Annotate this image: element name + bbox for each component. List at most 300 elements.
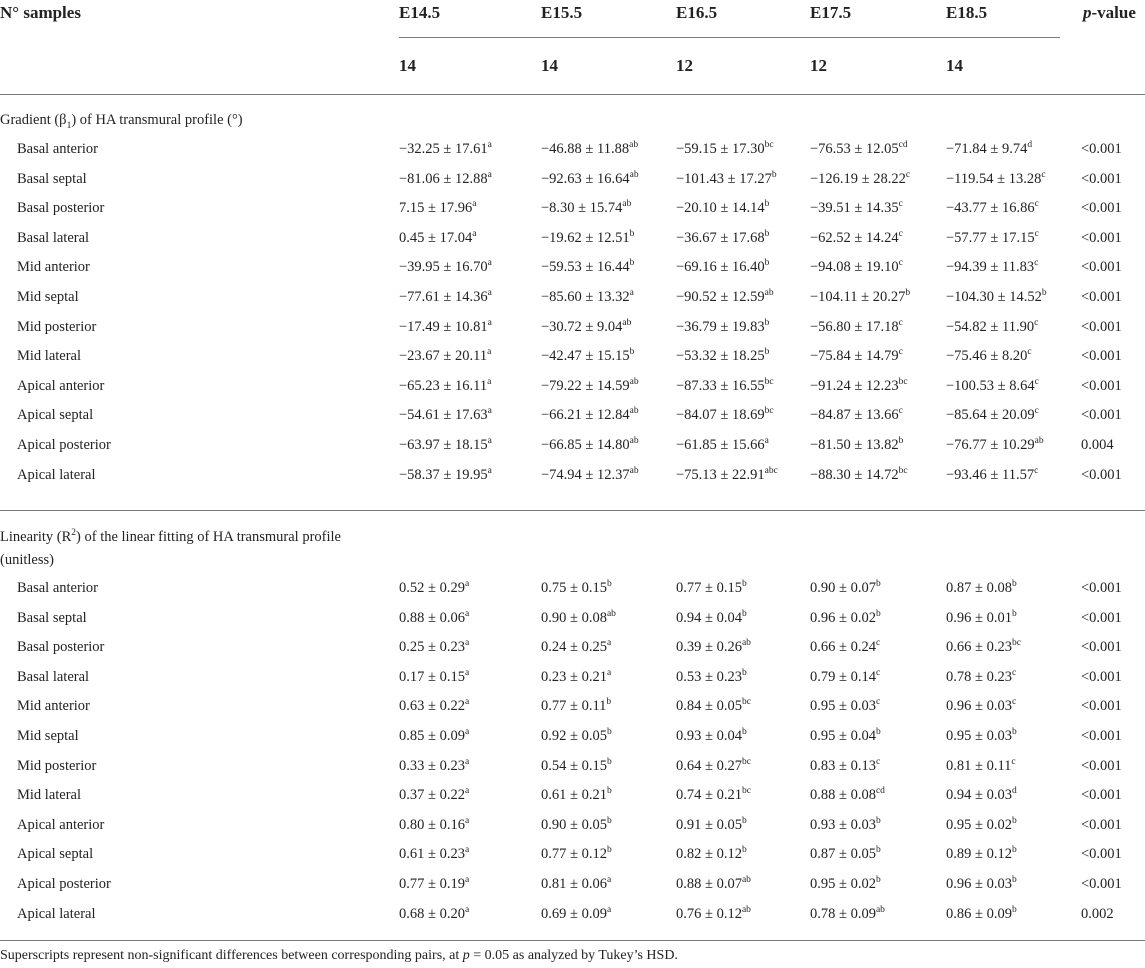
cell-value: −126.19 ± 28.22: [810, 171, 906, 187]
cell-value: −39.51 ± 14.35: [810, 200, 899, 216]
row-label: Mid posterior: [17, 758, 97, 774]
cell-superscript: b: [741, 845, 747, 856]
cell-value: −66.21 ± 12.84: [541, 407, 630, 423]
cell-superscript: b: [875, 816, 881, 827]
cell-value: 0.96 ± 0.01: [946, 610, 1012, 626]
cell-value: 0.78 ± 0.23: [946, 669, 1012, 685]
cell-superscript: a: [464, 905, 470, 916]
cell-superscript: c: [898, 258, 903, 269]
value-cell: [541, 230, 634, 247]
value-cell: [399, 407, 492, 424]
value-cell: [676, 141, 774, 158]
value-cell: [946, 437, 1044, 454]
cell-value: 0.53 ± 0.23: [676, 669, 742, 685]
cell-value: 0.23 ± 0.21: [541, 669, 607, 685]
cell-superscript: b: [1011, 905, 1017, 916]
cell-value: −75.46 ± 8.20: [946, 348, 1028, 364]
cell-value: −74.94 ± 12.37: [541, 467, 630, 483]
cell-superscript: b: [764, 258, 770, 269]
value-cell: [541, 171, 639, 188]
cell-superscript: a: [606, 875, 612, 886]
cell-superscript: bc: [764, 140, 774, 151]
cell-superscript: a: [472, 229, 477, 240]
cell-value: 0.93 ± 0.04: [676, 728, 742, 744]
value-cell: [810, 348, 903, 365]
cell-superscript: a: [487, 347, 492, 358]
row-label: Mid posterior: [17, 319, 97, 335]
cell-value: −17.49 ± 10.81: [399, 319, 488, 335]
cell-value: −75.84 ± 14.79: [810, 348, 899, 364]
cell-superscript: c: [898, 318, 903, 329]
value-cell: [399, 141, 492, 158]
cell-superscript: b: [741, 727, 747, 738]
pvalue-cell: <0.001: [1081, 580, 1122, 596]
cell-superscript: c: [875, 638, 881, 649]
samples-header: N° samples: [0, 3, 81, 22]
value-cell: [676, 407, 774, 424]
cell-superscript: c: [898, 347, 903, 358]
cell-value: −101.43 ± 17.27: [676, 171, 772, 187]
cell-superscript: a: [487, 170, 492, 181]
value-cell: [946, 728, 1017, 745]
value-cell: [541, 200, 631, 217]
value-cell: [676, 669, 747, 686]
value-cell: [399, 787, 469, 804]
cell-superscript: ab: [875, 905, 885, 916]
value-cell: [946, 259, 1038, 276]
cell-value: −87.33 ± 16.55: [676, 378, 765, 394]
cell-value: −19.62 ± 12.51: [541, 230, 630, 246]
row-label: Apical posterior: [17, 437, 111, 453]
value-cell: [541, 610, 616, 627]
cell-value: 0.93 ± 0.03: [810, 817, 876, 833]
value-cell: [810, 846, 881, 863]
value-cell: [676, 876, 751, 893]
cell-superscript: b: [764, 318, 770, 329]
value-cell: [399, 580, 469, 597]
cell-value: −104.30 ± 14.52: [946, 289, 1042, 305]
cell-superscript: c: [1027, 347, 1032, 358]
pvalue-cell: <0.001: [1081, 171, 1122, 187]
cell-value: −32.25 ± 17.61: [399, 141, 488, 157]
cell-superscript: b: [606, 697, 612, 708]
value-cell: [399, 348, 491, 365]
cell-value: 0.89 ± 0.12: [946, 846, 1012, 862]
cell-superscript: ab: [629, 170, 639, 181]
value-cell: [676, 698, 751, 715]
cell-value: 0.88 ± 0.06: [399, 610, 465, 626]
value-cell: [676, 289, 774, 306]
value-cell: [946, 378, 1039, 395]
value-cell: [541, 698, 611, 715]
pvalue-cell: <0.001: [1081, 787, 1122, 803]
cell-value: 7.15 ± 17.96: [399, 200, 473, 216]
cell-superscript: b: [875, 609, 881, 620]
value-cell: [946, 407, 1039, 424]
cell-value: −36.67 ± 17.68: [676, 230, 765, 246]
value-cell: [676, 378, 774, 395]
value-cell: [810, 669, 880, 686]
row-label: Basal posterior: [17, 639, 105, 655]
cell-value: 0.45 ± 17.04: [399, 230, 473, 246]
cell-value: 0.91 ± 0.05: [676, 817, 742, 833]
pvalue-cell: <0.001: [1081, 407, 1122, 423]
cell-value: 0.33 ± 0.23: [399, 758, 465, 774]
cell-value: 0.90 ± 0.07: [810, 580, 876, 596]
value-cell: [676, 610, 747, 627]
pvalue-cell: <0.001: [1081, 141, 1122, 157]
cell-value: 0.83 ± 0.13: [810, 758, 876, 774]
cell-value: −94.39 ± 11.83: [946, 259, 1035, 275]
value-cell: [541, 906, 611, 923]
cell-value: −56.80 ± 17.18: [810, 319, 899, 335]
cell-superscript: c: [1041, 170, 1046, 181]
cell-value: −54.61 ± 17.63: [399, 407, 488, 423]
pvalue-cell: <0.001: [1081, 639, 1122, 655]
cell-superscript: ab: [622, 199, 632, 210]
cell-value: 0.75 ± 0.15: [541, 580, 607, 596]
cell-value: −43.77 ± 16.86: [946, 200, 1035, 216]
value-cell: [399, 846, 469, 863]
cell-superscript: a: [464, 816, 470, 827]
value-cell: [399, 467, 492, 484]
row-label: Apical lateral: [17, 906, 96, 922]
stage-header-e15: E15.5: [541, 3, 583, 22]
value-cell: [541, 289, 634, 306]
cell-superscript: b: [606, 816, 612, 827]
cell-value: −20.10 ± 14.14: [676, 200, 765, 216]
value-cell: [946, 639, 1021, 656]
row-label: Mid anterior: [17, 259, 90, 275]
value-cell: [810, 698, 880, 715]
cell-superscript: bc: [741, 697, 751, 708]
cell-superscript: c: [1034, 377, 1039, 388]
cell-value: 0.95 ± 0.04: [810, 728, 876, 744]
cell-value: −100.53 ± 8.64: [946, 378, 1035, 394]
cell-value: 0.90 ± 0.08: [541, 610, 607, 626]
cell-superscript: c: [898, 199, 903, 210]
value-cell: [676, 467, 778, 484]
cell-superscript: b: [606, 845, 612, 856]
value-cell: [946, 467, 1038, 484]
cell-value: 0.85 ± 0.09: [399, 728, 465, 744]
row-label: Mid anterior: [17, 698, 90, 714]
cell-superscript: a: [464, 757, 470, 768]
cell-value: 0.87 ± 0.08: [946, 580, 1012, 596]
cell-superscript: a: [606, 905, 612, 916]
row-label: Basal septal: [17, 610, 87, 626]
cell-superscript: c: [1034, 406, 1039, 417]
value-cell: [810, 610, 881, 627]
cell-superscript: b: [1011, 816, 1017, 827]
cell-value: 0.77 ± 0.12: [541, 846, 607, 862]
row-label: Basal posterior: [17, 200, 105, 216]
cell-value: 0.79 ± 0.14: [810, 669, 876, 685]
cell-superscript: b: [606, 757, 612, 768]
value-cell: [810, 787, 885, 804]
value-cell: [399, 876, 469, 893]
cell-superscript: a: [606, 668, 612, 679]
pvalue-cell: <0.001: [1081, 728, 1122, 744]
cell-superscript: b: [629, 258, 635, 269]
value-cell: [946, 787, 1017, 804]
cell-value: −63.97 ± 18.15: [399, 437, 488, 453]
cell-superscript: ab: [741, 905, 751, 916]
value-cell: [399, 728, 469, 745]
pvalue-cell: <0.001: [1081, 846, 1122, 862]
pvalue-cell: <0.001: [1081, 200, 1122, 216]
cell-superscript: ab: [629, 406, 639, 417]
cell-value: −94.08 ± 19.10: [810, 259, 899, 275]
value-cell: [810, 259, 903, 276]
cell-superscript: a: [464, 638, 470, 649]
cell-value: 0.74 ± 0.21: [676, 787, 742, 803]
cell-superscript: c: [1011, 697, 1017, 708]
cell-value: 0.37 ± 0.22: [399, 787, 465, 803]
cell-value: −84.87 ± 13.66: [810, 407, 899, 423]
count-e16: 12: [676, 56, 693, 75]
cell-superscript: c: [875, 757, 881, 768]
value-cell: [676, 230, 769, 247]
pvalue-cell: <0.001: [1081, 319, 1122, 335]
cell-value: 0.95 ± 0.02: [810, 876, 876, 892]
cell-value: 0.77 ± 0.19: [399, 876, 465, 892]
pvalue-cell: <0.001: [1081, 610, 1122, 626]
value-cell: [541, 437, 639, 454]
cell-superscript: a: [464, 668, 470, 679]
cell-value: 0.94 ± 0.04: [676, 610, 742, 626]
cell-superscript: bc: [898, 466, 908, 477]
cell-superscript: a: [764, 436, 769, 447]
row-label: Basal lateral: [17, 230, 90, 246]
value-cell: [541, 787, 612, 804]
cell-superscript: b: [764, 347, 770, 358]
cell-value: −8.30 ± 15.74: [541, 200, 623, 216]
pvalue-cell: <0.001: [1081, 758, 1122, 774]
cell-superscript: ab: [629, 466, 639, 477]
value-cell: [399, 610, 469, 627]
value-cell: [810, 171, 910, 188]
cell-superscript: c: [1034, 318, 1039, 329]
cell-superscript: ab: [629, 436, 639, 447]
value-cell: [676, 171, 777, 188]
cell-superscript: ab: [629, 377, 639, 388]
cell-value: −42.47 ± 15.15: [541, 348, 630, 364]
cell-value: 0.94 ± 0.03: [946, 787, 1012, 803]
value-cell: [399, 437, 492, 454]
value-cell: [946, 698, 1016, 715]
value-cell: [399, 230, 476, 247]
cell-value: −62.52 ± 14.24: [810, 230, 899, 246]
cell-superscript: ab: [741, 638, 751, 649]
cell-superscript: b: [764, 229, 770, 240]
value-cell: [946, 846, 1017, 863]
stage-header-e18: E18.5: [946, 3, 988, 22]
cell-superscript: c: [905, 170, 911, 181]
value-cell: [676, 348, 769, 365]
value-cell: [810, 407, 903, 424]
value-cell: [810, 728, 881, 745]
value-cell: [541, 407, 639, 424]
value-cell: [399, 289, 492, 306]
cell-value: −46.88 ± 11.88: [541, 141, 630, 157]
cell-value: 0.78 ± 0.09: [810, 906, 876, 922]
cell-superscript: b: [771, 170, 777, 181]
cell-superscript: a: [464, 579, 470, 590]
value-cell: [399, 259, 492, 276]
stage-header-e17: E17.5: [810, 3, 852, 22]
cell-superscript: ab: [629, 140, 639, 151]
value-cell: [399, 698, 469, 715]
row-label: Basal lateral: [17, 669, 90, 685]
cell-value: −36.79 ± 19.83: [676, 319, 765, 335]
cell-value: −88.30 ± 14.72: [810, 467, 899, 483]
cell-value: −81.06 ± 12.88: [399, 171, 488, 187]
cell-value: 0.80 ± 0.16: [399, 817, 465, 833]
cell-superscript: b: [629, 229, 635, 240]
cell-superscript: a: [487, 466, 492, 477]
cell-superscript: b: [741, 668, 747, 679]
cell-value: 0.96 ± 0.03: [946, 876, 1012, 892]
row-label: Apical septal: [17, 407, 94, 423]
cell-value: −59.53 ± 16.44: [541, 259, 630, 275]
cell-superscript: bc: [764, 377, 774, 388]
value-cell: [541, 669, 611, 686]
value-cell: [946, 230, 1039, 247]
cell-superscript: c: [1011, 757, 1016, 768]
cell-superscript: bc: [764, 406, 774, 417]
cell-superscript: b: [1011, 845, 1017, 856]
cell-superscript: b: [1041, 288, 1047, 299]
cell-superscript: b: [875, 875, 881, 886]
cell-value: 0.77 ± 0.15: [676, 580, 742, 596]
cell-value: −57.77 ± 17.15: [946, 230, 1035, 246]
cell-superscript: a: [487, 140, 492, 151]
cell-value: 0.90 ± 0.05: [541, 817, 607, 833]
pvalue-cell: <0.001: [1081, 259, 1122, 275]
cell-superscript: a: [487, 377, 492, 388]
cell-value: −54.82 ± 11.90: [946, 319, 1035, 335]
value-cell: [810, 230, 903, 247]
cell-value: 0.66 ± 0.24: [810, 639, 876, 655]
cell-superscript: b: [741, 816, 747, 827]
cell-value: −92.63 ± 16.64: [541, 171, 630, 187]
cell-value: −69.16 ± 16.40: [676, 259, 765, 275]
value-cell: [946, 289, 1047, 306]
value-cell: [676, 758, 751, 775]
cell-superscript: b: [898, 436, 904, 447]
cell-value: −91.24 ± 12.23: [810, 378, 899, 394]
cell-value: 0.68 ± 0.20: [399, 906, 465, 922]
cell-value: 0.84 ± 0.05: [676, 698, 742, 714]
value-cell: [676, 580, 747, 597]
cell-superscript: b: [875, 727, 881, 738]
cell-value: −65.23 ± 16.11: [399, 378, 488, 394]
cell-superscript: bc: [741, 786, 751, 797]
cell-superscript: b: [1011, 727, 1017, 738]
value-cell: [541, 580, 612, 597]
value-cell: [946, 580, 1017, 597]
pvalue-cell: <0.001: [1081, 230, 1122, 246]
value-cell: [676, 787, 751, 804]
cell-value: 0.82 ± 0.12: [676, 846, 742, 862]
section-title-linearity: Linearity $(R^2)$ of the linear fitting of HA transmural profile: [0, 528, 341, 545]
cell-superscript: c: [898, 229, 903, 240]
value-cell: [541, 319, 631, 336]
cell-superscript: c: [1011, 668, 1017, 679]
value-cell: [810, 319, 903, 336]
cell-value: −53.32 ± 18.25: [676, 348, 765, 364]
cell-superscript: a: [464, 875, 470, 886]
cell-superscript: bc: [898, 377, 908, 388]
value-cell: [946, 758, 1016, 775]
cell-superscript: a: [487, 258, 492, 269]
cell-superscript: bc: [741, 757, 751, 768]
row-label: Apical posterior: [17, 876, 111, 892]
cell-value: 0.66 ± 0.23: [946, 639, 1012, 655]
value-cell: [946, 348, 1032, 365]
value-cell: [399, 639, 469, 656]
value-cell: [541, 876, 611, 893]
section-title-gradient: Gradient $(\beta_1)$ of HA transmural profile (°): [0, 112, 243, 131]
cell-value: 0.81 ± 0.06: [541, 876, 607, 892]
cell-superscript: c: [1034, 229, 1039, 240]
pvalue-header: p-value: [1083, 3, 1136, 22]
cell-superscript: b: [875, 845, 881, 856]
header-rule: [0, 94, 1145, 95]
cell-value: 0.39 ± 0.26: [676, 639, 742, 655]
value-cell: [810, 141, 908, 158]
cell-superscript: b: [1011, 875, 1017, 886]
value-cell: [399, 200, 476, 217]
value-cell: [946, 876, 1017, 893]
row-label: Basal anterior: [17, 141, 98, 157]
value-cell: [399, 906, 469, 923]
cell-superscript: b: [606, 786, 612, 797]
row-label: Apical anterior: [17, 817, 105, 833]
value-cell: [676, 846, 747, 863]
cell-superscript: b: [606, 579, 612, 590]
cell-value: 0.96 ± 0.03: [946, 698, 1012, 714]
row-label: Mid septal: [17, 728, 79, 744]
cell-value: −76.77 ± 10.29: [946, 437, 1035, 453]
cell-value: −93.46 ± 11.57: [946, 467, 1035, 483]
cell-value: 0.25 ± 0.23: [399, 639, 465, 655]
stage-header-e14: E14.5: [399, 3, 441, 22]
cell-value: −79.22 ± 14.59: [541, 378, 630, 394]
cell-superscript: c: [875, 697, 881, 708]
pvalue-cell: <0.001: [1081, 876, 1122, 892]
cell-superscript: c: [1034, 466, 1039, 477]
cell-superscript: ab: [1034, 436, 1044, 447]
value-cell: [676, 906, 751, 923]
cell-value: 0.61 ± 0.23: [399, 846, 465, 862]
cell-value: −104.11 ± 20.27: [810, 289, 906, 305]
value-cell: [946, 171, 1046, 188]
value-cell: [399, 669, 469, 686]
cell-value: −23.67 ± 20.11: [399, 348, 488, 364]
count-e14: 14: [399, 56, 416, 75]
header-sub-rule: [399, 37, 1060, 38]
cell-value: 0.24 ± 0.25: [541, 639, 607, 655]
cell-value: −119.54 ± 13.28: [946, 171, 1042, 187]
value-cell: [946, 200, 1039, 217]
cell-superscript: a: [606, 638, 612, 649]
cell-superscript: cd: [875, 786, 885, 797]
section-divider: [0, 510, 1145, 511]
cell-superscript: a: [472, 199, 477, 210]
value-cell: [676, 728, 747, 745]
